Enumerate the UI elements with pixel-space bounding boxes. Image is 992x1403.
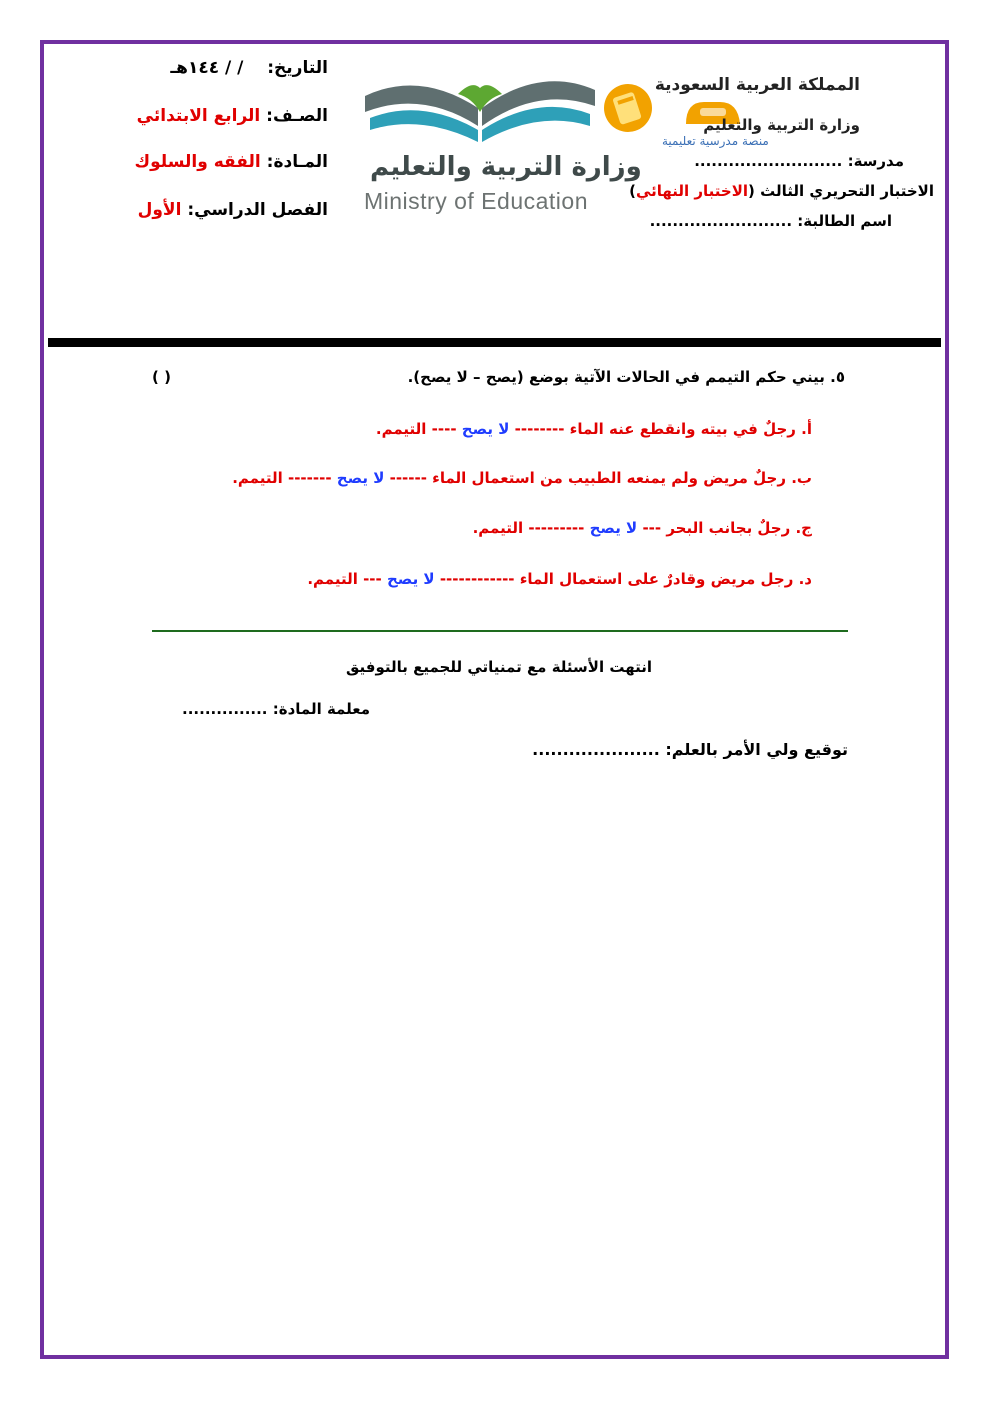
section-divider xyxy=(152,630,848,632)
kingdom-line1: المملكة العربية السعودية xyxy=(654,75,860,95)
date-value: / / ١٤٤هـ xyxy=(170,58,244,78)
question-score-box: ( ) xyxy=(152,368,171,386)
item-a-prefix: أ. رجلٌ في بيته وانقطع عنه الماء -------- xyxy=(514,420,812,438)
date-line xyxy=(170,58,328,78)
item-a-answer: لا يصح xyxy=(456,420,515,438)
subject-label: المـادة: xyxy=(266,152,328,172)
item-c-answer: لا يصح xyxy=(584,519,643,537)
page-border xyxy=(40,40,949,1359)
exam-suffix: ) xyxy=(629,182,636,200)
guardian-signature-line: توقيع ولي الأمر بالعلم: ..................... xyxy=(532,740,848,759)
closing-message: انتهت الأسئلة مع تمنياتي للجميع بالتوفيق xyxy=(346,658,652,676)
date-label: التاريخ: xyxy=(267,58,328,78)
kingdom-text xyxy=(655,74,860,136)
semester-label: الفصل الدراسي: xyxy=(187,200,328,220)
item-c-prefix: ج. رجلٌ بجانب البحر --- xyxy=(642,519,812,537)
kingdom-line2: وزارة التربية والتعليم xyxy=(703,116,860,134)
item-c-suffix: --------- التيمم. xyxy=(472,519,585,537)
subject-line xyxy=(135,152,328,172)
school-line: مدرسة: .......................... xyxy=(694,152,904,170)
item-b-prefix: ب. رجلٌ مريض ولم يمنعه الطبيب من استعمال الماء ------ xyxy=(389,469,812,487)
item-d-answer: لا يصح xyxy=(381,570,440,588)
item-a-suffix: ---- التيمم. xyxy=(375,420,457,438)
question-item-b xyxy=(232,469,812,487)
grade-label: الصـف: xyxy=(266,106,328,126)
book-icon xyxy=(360,68,600,158)
ministry-arabic: وزارة التربية والتعليم xyxy=(370,152,642,182)
question-item-c xyxy=(473,519,812,537)
item-d-suffix: --- التيمم. xyxy=(307,570,382,588)
item-d-prefix: د. رجل مريض وقادرٌ على استعمال الماء ------------ xyxy=(439,570,812,588)
ministry-english: Ministry of Education xyxy=(364,188,588,214)
semester-line xyxy=(138,200,328,220)
student-name-line: اسم الطالبة: ......................... xyxy=(649,212,892,230)
question-item-a xyxy=(376,420,812,438)
platform-emblem-icon xyxy=(602,80,654,136)
item-b-suffix: ------- التيمم. xyxy=(232,469,332,487)
teacher-signature-line: معلمة المادة: ............... xyxy=(182,700,370,718)
exam-title xyxy=(629,182,934,200)
ministry-logo xyxy=(360,68,642,218)
question-item-d xyxy=(307,570,812,588)
exam-prefix: الاختبار التحريري الثالث ( xyxy=(748,182,934,200)
header-divider xyxy=(48,338,941,347)
platform-tagline: منصة مدرسية تعليمية xyxy=(662,134,769,148)
subject-value: الفقه والسلوك xyxy=(134,152,261,172)
question-text: ٥. بيني حكم التيمم في الحالات الآتية بوضع (يصح – لا يصح). xyxy=(407,368,845,386)
grade-value: الرابع الابتدائي xyxy=(136,106,261,126)
exam-highlight: الاختبار النهائي xyxy=(635,182,749,200)
grade-line xyxy=(137,106,328,126)
item-b-answer: لا يصح xyxy=(331,469,390,487)
semester-value: الأول xyxy=(137,200,182,220)
